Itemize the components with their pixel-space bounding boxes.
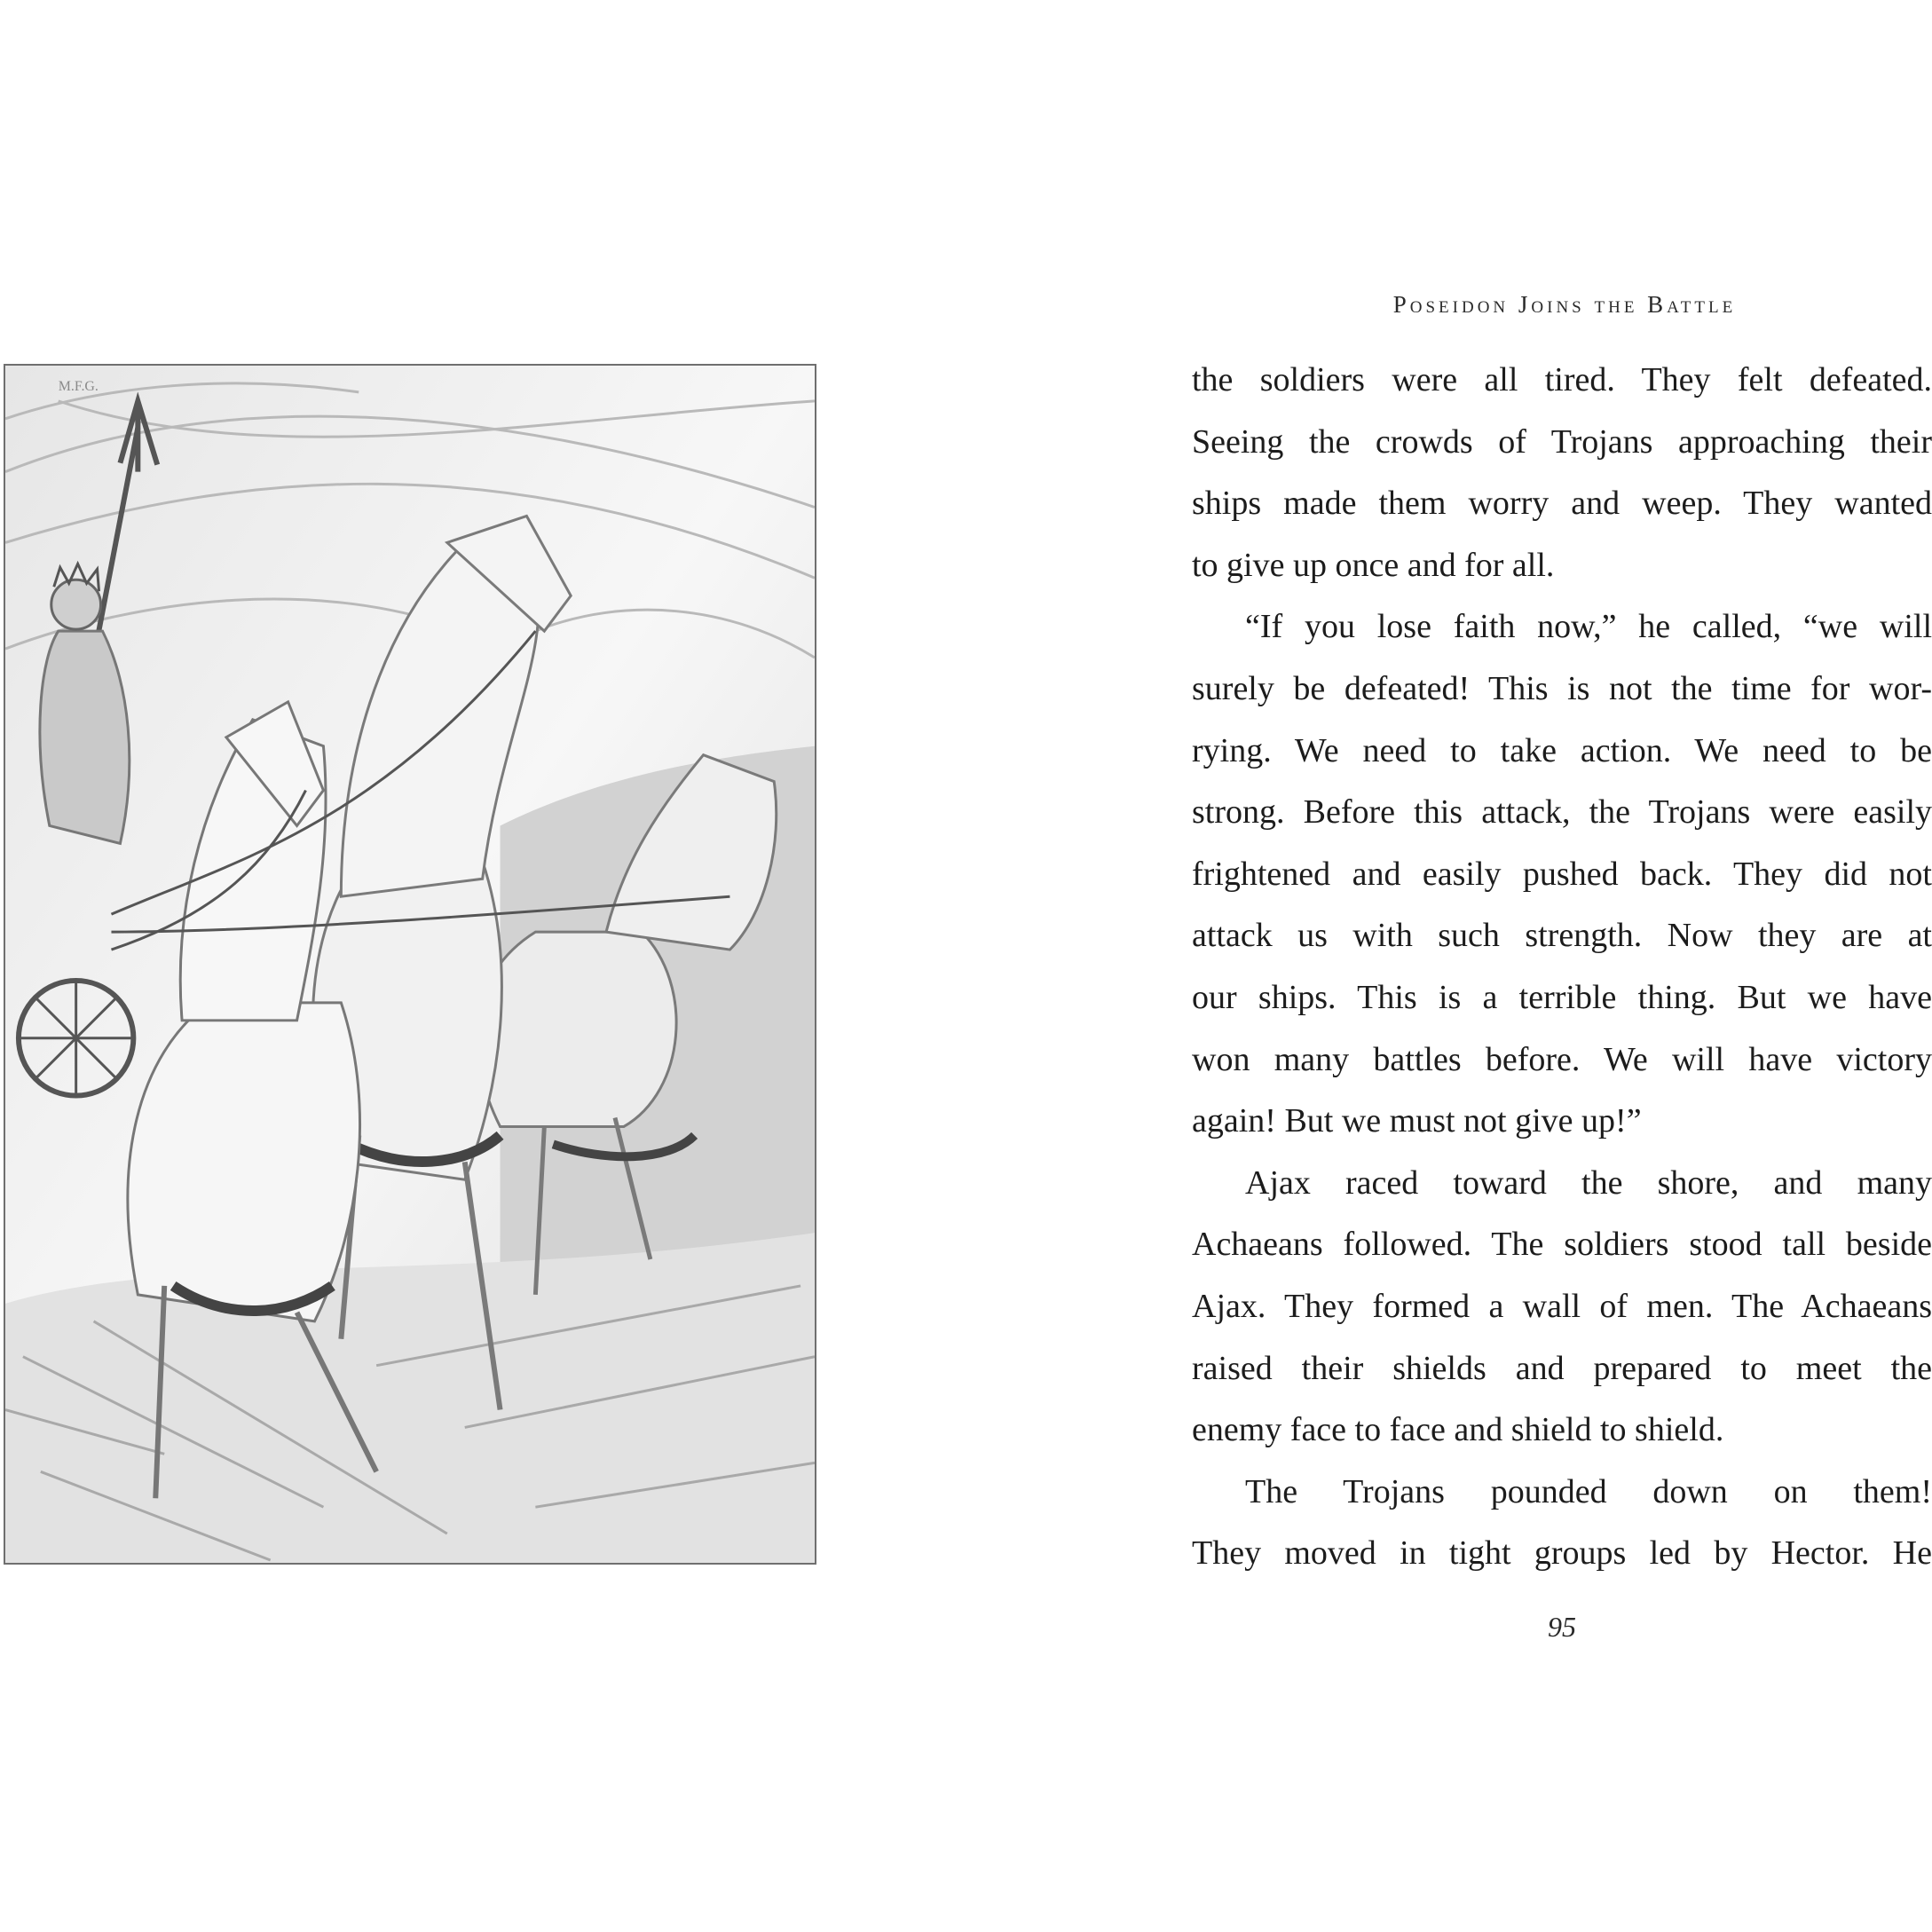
- text-line: our ships. This is a terrible thing. But we have: [1192, 978, 1932, 1016]
- text-line: the soldiers were all tired. They felt defeated.: [1192, 361, 1932, 398]
- text-line: Ajax. They formed a wall of men. The Achaeans: [1192, 1287, 1932, 1325]
- text-line: to give up once and for all.: [1192, 546, 1555, 584]
- text-line: strong. Before this attack, the Trojans were easily: [1192, 793, 1932, 832]
- text-line: Seeing the crowds of Trojans approaching their: [1192, 422, 1932, 461]
- poseidon-chariot-illustration: [5, 366, 815, 1563]
- text-line: raised their shields and prepared to meet the: [1192, 1349, 1932, 1387]
- running-head: Poseidon Joins the Battle: [1392, 291, 1737, 318]
- text-line: They moved in tight groups led by Hector. He: [1192, 1534, 1932, 1573]
- text-line: surely be defeated! This is not the time for wor-: [1192, 669, 1932, 707]
- text-line: again! But we must not give up!”: [1192, 1102, 1642, 1140]
- artist-signature: M.F.G.: [58, 378, 99, 394]
- text-line: rying. We need to take action. We need to be: [1192, 731, 1932, 769]
- chariot-wheel: [19, 981, 133, 1096]
- ground-surf: [5, 1233, 815, 1563]
- text-line: ships made them worry and weep. They wanted: [1192, 485, 1932, 523]
- text-line: frightened and easily pushed back. They did not: [1192, 855, 1932, 893]
- text-line: Achaeans followed. The soldiers stood tall beside: [1192, 1226, 1932, 1264]
- text-line: enemy face to face and shield to shield.: [1192, 1411, 1724, 1449]
- text-line: The Trojans pounded down on them!: [1245, 1472, 1932, 1510]
- text-line: attack us with such strength. Now they are at: [1192, 917, 1932, 955]
- illustration-plate: [4, 364, 816, 1565]
- text-line: won many battles before. We will have victory: [1192, 1040, 1932, 1078]
- body-text: [1192, 350, 1932, 1585]
- text-line: “If you lose faith now,” he called, “we will: [1245, 608, 1932, 646]
- text-line: Ajax raced toward the shore, and many: [1245, 1163, 1932, 1202]
- page-number: 95: [1548, 1611, 1576, 1643]
